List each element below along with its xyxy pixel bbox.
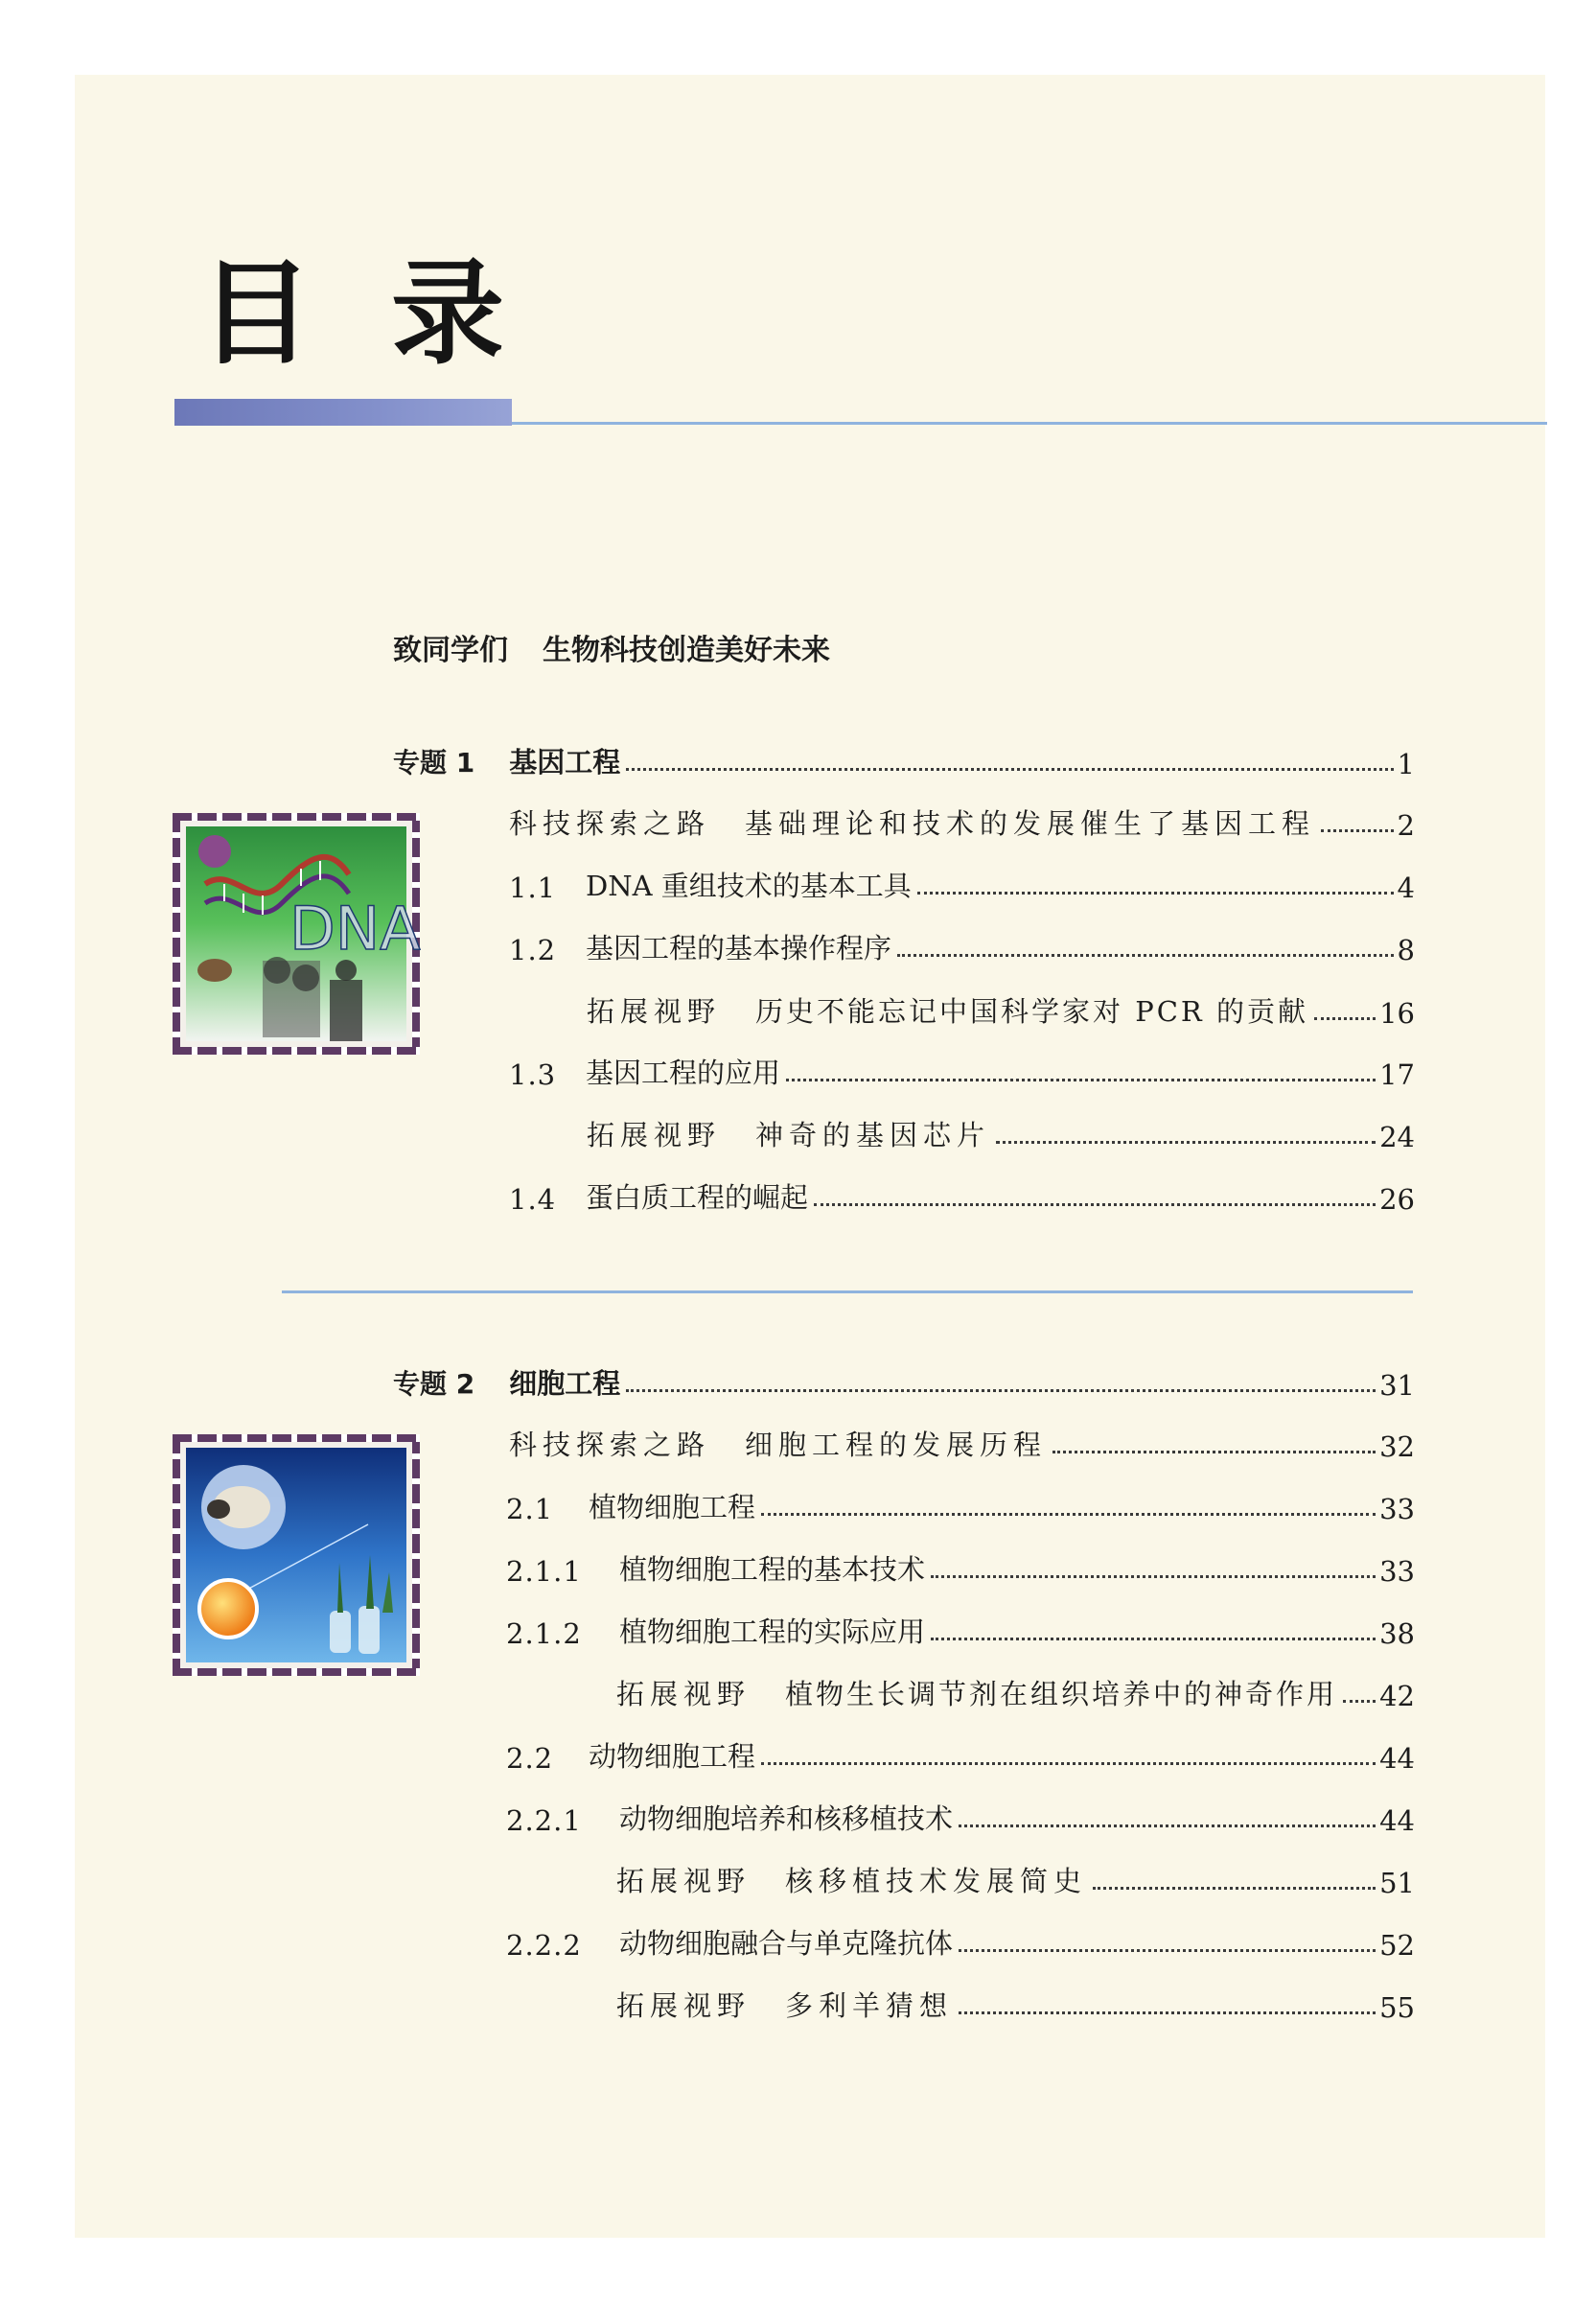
title-char-2: 录 <box>391 246 505 380</box>
title-underline-rule <box>512 422 1547 425</box>
dna-collage-art <box>186 826 421 1041</box>
entry-tag: 科技探索之路 <box>509 1429 711 1461</box>
leader-dots <box>761 1762 1376 1765</box>
entry-tag: 拓展视野 <box>587 995 722 1028</box>
toc-entry[interactable] <box>506 1923 1415 1962</box>
leader-dots <box>814 1203 1376 1206</box>
entry-title: 基础理论和技术的发展催生了基因工程 <box>745 807 1316 840</box>
toc-entry[interactable] <box>616 1674 1415 1712</box>
entry-title: 植物细胞工程的实际应用 <box>619 1615 926 1648</box>
page-number: 42 <box>1379 1680 1415 1712</box>
leader-dots <box>959 1949 1376 1952</box>
section-number: 2.2.2 <box>506 1929 582 1962</box>
chapter-label: 专题 2 <box>393 1368 475 1400</box>
dna-collage <box>186 826 421 1041</box>
entry-title: 多利羊猜想 <box>785 1989 954 2022</box>
page-number: 26 <box>1379 1183 1415 1216</box>
section-number: 2.1 <box>506 1493 554 1525</box>
chapter-2-entry[interactable] <box>393 1363 1415 1402</box>
leader-dots <box>996 1141 1376 1144</box>
toc-entry[interactable] <box>506 1799 1415 1837</box>
entry-title: 植物细胞工程 <box>589 1491 756 1523</box>
toc-entry[interactable] <box>509 1053 1415 1091</box>
toc-entry[interactable] <box>509 866 1415 904</box>
leader-dots <box>897 954 1394 957</box>
chapter-2-illustration <box>173 1434 420 1676</box>
page-number: 33 <box>1379 1555 1415 1588</box>
section-number: 1.1 <box>509 872 557 904</box>
section-number: 1.4 <box>509 1183 557 1216</box>
entry-tag: 拓展视野 <box>587 1119 722 1151</box>
leader-dots <box>1343 1700 1376 1703</box>
entry-title: 蛋白质工程的崛起 <box>586 1181 809 1214</box>
page-number: 52 <box>1379 1929 1415 1962</box>
dna-label: DNA <box>289 894 421 964</box>
intro-line[interactable] <box>393 626 830 668</box>
page-number: 55 <box>1379 1991 1415 2024</box>
page-number: 51 <box>1379 1867 1415 1899</box>
toc-entry[interactable] <box>506 1736 1415 1775</box>
title-underline-block <box>174 399 512 426</box>
entry-title: 基因工程的应用 <box>586 1057 781 1089</box>
chapter-1-illustration <box>173 813 420 1055</box>
page-number: 4 <box>1397 872 1415 904</box>
toc-entry[interactable] <box>509 1177 1415 1216</box>
page-number: 31 <box>1379 1369 1415 1402</box>
entry-title: 动物细胞工程 <box>589 1740 756 1773</box>
page-number: 1 <box>1397 748 1415 780</box>
section-number: 1.2 <box>509 934 557 966</box>
intro-text: 生物科技创造美好未来 <box>543 634 830 667</box>
page-number: 44 <box>1379 1804 1415 1837</box>
leader-dots <box>917 892 1394 895</box>
section-number: 1.3 <box>509 1058 557 1091</box>
entry-title: 动物细胞融合与单克隆抗体 <box>619 1927 954 1960</box>
toc-entry[interactable] <box>506 1612 1415 1650</box>
entry-title: 基因工程的基本操作程序 <box>586 932 892 965</box>
entry-title: 神奇的基因芯片 <box>755 1119 991 1151</box>
chapter-title: 细胞工程 <box>509 1367 621 1400</box>
leader-dots <box>959 2011 1376 2014</box>
sheep-cell-collage-art <box>186 1448 406 1662</box>
toc-entry[interactable] <box>587 991 1415 1030</box>
section-number: 2.2 <box>506 1742 554 1775</box>
leader-dots <box>761 1513 1376 1516</box>
page-number: 44 <box>1379 1742 1415 1775</box>
title-char-1: 目 <box>199 246 313 380</box>
page-number: 2 <box>1397 809 1415 842</box>
toc-entry[interactable] <box>506 1549 1415 1588</box>
toc-entry[interactable] <box>509 928 1415 966</box>
page-number: 32 <box>1379 1430 1415 1463</box>
page-number: 38 <box>1379 1617 1415 1650</box>
leader-dots <box>626 1389 1376 1392</box>
entry-tag: 科技探索之路 <box>509 807 711 840</box>
leader-dots <box>1314 1017 1376 1020</box>
toc-entry[interactable] <box>616 1861 1415 1899</box>
entry-title: DNA 重组技术的基本工具 <box>586 870 912 902</box>
page-number: 16 <box>1379 997 1415 1030</box>
intro-lead: 致同学们 <box>393 634 508 667</box>
leader-dots <box>1093 1887 1376 1890</box>
sheep-cell-collage <box>186 1448 406 1662</box>
entry-tag: 拓展视野 <box>616 1989 752 2022</box>
entry-title: 核移植技术发展简史 <box>785 1865 1088 1897</box>
entry-title: 动物细胞培养和核移植技术 <box>619 1802 954 1835</box>
toc-entry[interactable] <box>509 1425 1415 1463</box>
entry-title: 细胞工程的发展历程 <box>745 1429 1048 1461</box>
leader-dots <box>931 1575 1376 1578</box>
entry-tag: 拓展视野 <box>616 1865 752 1897</box>
page-title <box>199 246 505 380</box>
leader-dots <box>1321 829 1394 832</box>
entry-tag: 拓展视野 <box>616 1678 752 1710</box>
page-number: 8 <box>1397 934 1415 966</box>
entry-title: 历史不能忘记中国科学家对 PCR 的贡献 <box>755 995 1308 1028</box>
section-number: 2.2.1 <box>506 1804 582 1837</box>
leader-dots <box>626 768 1393 771</box>
page-number: 24 <box>1379 1121 1415 1153</box>
toc-entry[interactable] <box>509 803 1415 842</box>
entry-title: 植物细胞工程的基本技术 <box>619 1553 926 1586</box>
leader-dots <box>931 1638 1376 1640</box>
leader-dots <box>959 1825 1376 1827</box>
toc-entry[interactable] <box>587 1115 1415 1153</box>
entry-title: 植物生长调节剂在组织培养中的神奇作用 <box>785 1678 1338 1710</box>
leader-dots <box>1052 1451 1376 1453</box>
page-number: 33 <box>1379 1493 1415 1525</box>
chapter-separator <box>282 1290 1413 1293</box>
chapter-1-entry[interactable] <box>393 742 1415 780</box>
chapter-title: 基因工程 <box>509 746 621 779</box>
toc-entry[interactable] <box>506 1487 1415 1525</box>
section-number: 2.1.2 <box>506 1617 582 1650</box>
chapter-label: 专题 1 <box>393 747 475 779</box>
section-number: 2.1.1 <box>506 1555 582 1588</box>
toc-entry[interactable] <box>616 1986 1415 2024</box>
leader-dots <box>786 1079 1376 1081</box>
page-number: 17 <box>1379 1058 1415 1091</box>
